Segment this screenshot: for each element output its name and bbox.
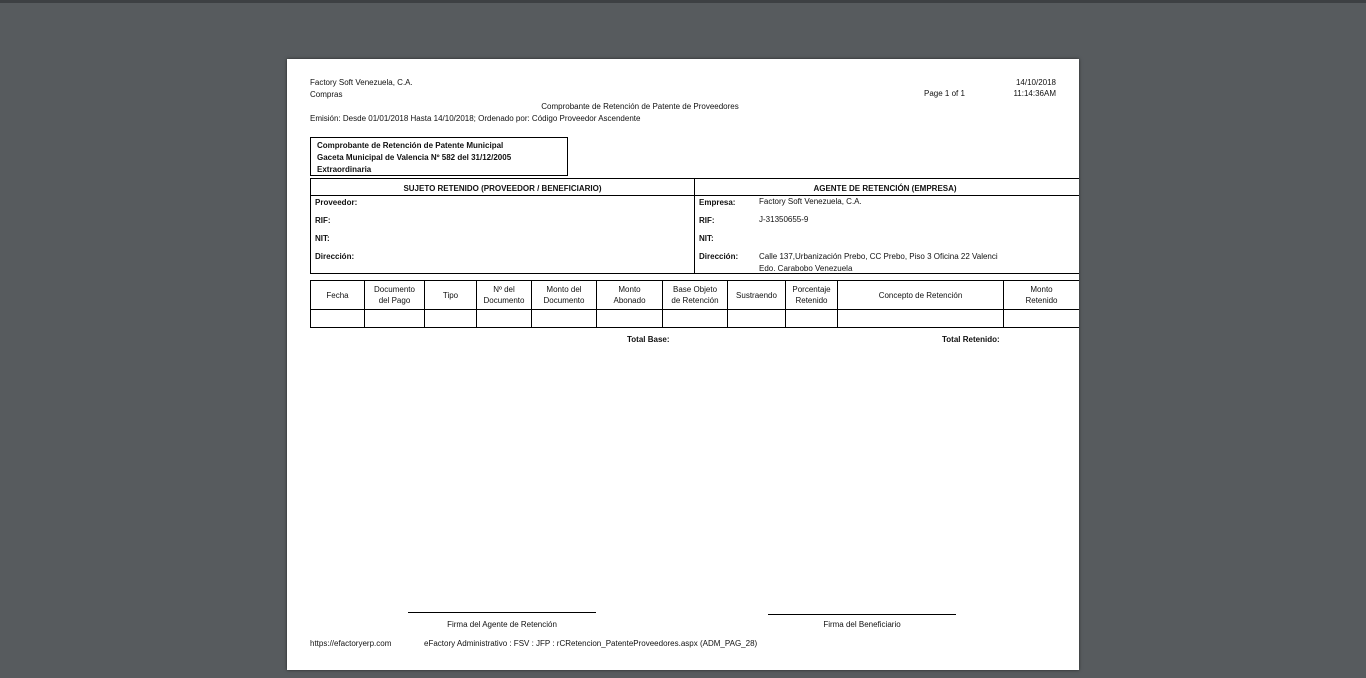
report-page (287, 59, 1079, 670)
agent-heading: AGENTE DE RETENCIÓN (EMPRESA) (813, 184, 957, 193)
agent-direccion-line-1: Calle 137,Urbanización Prebo, CC Prebo, Piso 3 Oficina 22 Valenci (759, 252, 998, 261)
table-column-header: Porcentaje Retenido (792, 285, 831, 305)
company-name: Factory Soft Venezuela, C.A. (310, 78, 413, 87)
agent-nit-label: NIT: (699, 234, 714, 243)
subject-direccion-label: Dirección: (315, 252, 355, 261)
module-name: Compras (310, 90, 343, 99)
report-title: Comprobante de Retención de Patente de Proveedores (541, 102, 739, 111)
subject-rif-label: RIF: (315, 216, 331, 225)
footer-url: https://efactoryerp.com (310, 639, 392, 648)
title-line-2: Gaceta Municipal de Valencia Nº 582 del 31/12/2005 (317, 153, 512, 162)
report-date: 14/10/2018 (1015, 78, 1056, 87)
table-bottom-line (310, 327, 1079, 328)
table-column-header: Sustraendo (736, 290, 777, 300)
report-time: 11:14:36AM (1013, 89, 1056, 98)
agent-signature-line (408, 612, 596, 613)
table-column-header: Base Objeto de Retención (671, 285, 719, 305)
table-column-header: Monto del Documento (543, 285, 585, 305)
table-column-header: Monto Retenido (1025, 285, 1058, 305)
table-column-header: Concepto de Retención (878, 290, 963, 300)
agent-rif-value: J-31350655-9 (759, 215, 809, 224)
proveedor-label: Proveedor: (315, 198, 358, 207)
agent-signature-label: Firma del Agente de Retención (447, 620, 557, 629)
empresa-label: Empresa: (699, 198, 736, 207)
table-column-header: Tipo (442, 290, 459, 300)
total-base-label: Total Base: (627, 335, 670, 344)
beneficiary-signature-line (768, 614, 956, 615)
agent-direccion-line-2: Edo. Carabobo Venezuela (759, 264, 853, 273)
table-column-header: Fecha (326, 290, 349, 300)
title-line-1: Comprobante de Retención de Patente Municipal (317, 141, 504, 150)
table-column-header: Monto Abonado (613, 285, 646, 305)
total-retenido-label: Total Retenido: (942, 335, 1000, 344)
subject-heading: SUJETO RETENIDO (PROVEEDOR / BENEFICIARIO) (403, 184, 602, 193)
emission-range: Emisión: Desde 01/01/2018 Hasta 14/10/2018; Ordenado por: Código Proveedor Ascendente (310, 114, 641, 123)
agent-direccion-label: Dirección: (699, 252, 739, 261)
beneficiary-signature-label: Firma del Beneficiario (823, 620, 901, 629)
subject-nit-label: NIT: (315, 234, 330, 243)
agent-rif-label: RIF: (699, 216, 715, 225)
footer-path: eFactory Administrativo : FSV : JFP : rCRetencion_PatenteProveedores.aspx (ADM_PAG_28) (424, 639, 758, 648)
viewer-top-border (0, 0, 1366, 3)
table-header-line (310, 309, 1079, 310)
title-line-3: Extraordinaria (317, 165, 372, 174)
table-column-header: Documento del Pago (374, 285, 415, 305)
empresa-value: Factory Soft Venezuela, C.A. (759, 197, 862, 206)
table-column-header: Nº del Documento (483, 285, 525, 305)
page-number: Page 1 of 1 (924, 89, 965, 98)
